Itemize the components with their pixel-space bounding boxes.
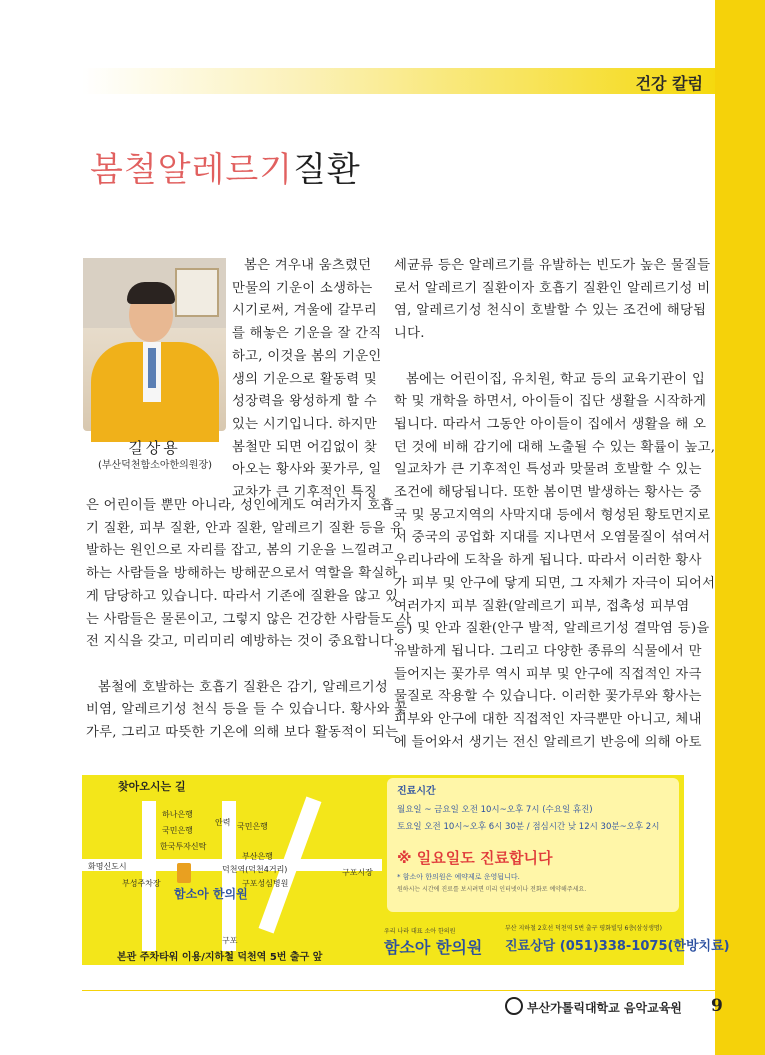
clinic-advertisement: [82, 775, 730, 965]
map-label: 구포: [222, 936, 238, 945]
map-label: 국민은행: [162, 826, 193, 835]
article-title: [90, 142, 361, 191]
hours-title: 진료시간: [397, 786, 436, 797]
text-line: 하고, 이것을 봄의 기운인: [232, 348, 382, 364]
text-line: 됩니다. 따라서 그동안 아이들이 집에서 생활을 해 오: [394, 416, 707, 432]
map-label: 안력: [215, 818, 231, 827]
text-line: 에 들어와서 생기는 전신 알레르기 반응에 의해 아토: [394, 734, 702, 750]
text-line: 일교차가 큰 기후적인 특성과 맞물려 호발할 수 있는: [394, 462, 702, 478]
text-line: 학 및 개학을 하면서, 아이들이 집단 생활을 시작하게: [394, 394, 707, 410]
text-line: 로서 알레르기 질환이자 호흡기 질환인 알레르기성 비: [394, 280, 711, 296]
text-line: 조건에 해당됩니다. 또한 봄이면 발생하는 황사는 중: [394, 485, 702, 500]
clinic-name: 함소아 한의원: [384, 938, 483, 957]
map-label: 국민은행: [237, 822, 268, 831]
text-line: 가 피부 및 안구에 닿게 되면, 그 자체가 자극이 되어서: [394, 575, 716, 591]
author-role: (부산덕천함소아한의원장): [97, 460, 213, 471]
author-name: 길상용: [128, 439, 181, 457]
text-line: 는 사람들은 물론이고, 그렇지 않은 건강한 사람들도 사: [86, 611, 412, 627]
text-line: 봄철만 되면 어김없이 찾: [232, 439, 378, 455]
text-line: 아오는 황사와 꽃가루, 일: [232, 462, 382, 478]
text-line: 봄철에 호발하는 호흡기 질환은 감기, 알레르기성: [98, 679, 389, 695]
section-label: 건강 칼럼: [635, 74, 703, 93]
map-label: 구포시장: [342, 868, 373, 877]
text-line: 염, 알레르기성 천식이 호발할 수 있는 조건에 해당됩: [394, 303, 707, 319]
text-line: 생의 기운으로 활동력 및: [232, 371, 378, 387]
clinic-phone: 진료상담 (051)338-1075(한방치료): [505, 939, 730, 954]
text-line: 하는 사람들을 방해하는 방해꾼으로서 역할을 확실하: [86, 566, 398, 582]
map-label: 하나은행: [162, 810, 193, 819]
map-label: 화명신도시: [88, 862, 127, 871]
text-line: 전 지식을 갖고, 미리미리 예방하는 것이 중요합니다.: [86, 634, 399, 650]
text-line: 국 및 몽고지역의 사막지대 등에서 형성된 황토먼지로: [394, 507, 711, 523]
text-line: 를 해놓은 기운을 잘 간직: [232, 326, 382, 342]
parking-info: 본관 주차타워 이용/지하철 덕천역 5번 출구 앞: [117, 952, 323, 963]
clinic-pin-icon: [177, 863, 191, 883]
text-line: 던 것에 비해 감기에 대해 노출될 수 있는 확률이 높고,: [394, 439, 716, 455]
hours-box: [387, 778, 679, 912]
map-clinic-name: 함소아 한의원: [174, 887, 248, 901]
reservation-note: * 함소아 한의원은 예약제로 운영됩니다.: [397, 873, 520, 881]
hours-saturday: 토요일 오전 10시~오후 6시 30분 / 점심시간 낮 12시 30분~오후 2시: [397, 822, 660, 832]
map-label: 덕천역(덕천4거리): [222, 865, 288, 874]
text-line: 비염, 알레르기성 천식 등을 들 수 있습니다. 황사와 꽃: [86, 702, 408, 718]
text-line: 발하는 원인으로 자리를 잡고, 봄의 기운을 느낄려고: [86, 543, 394, 559]
clinic-address: 부산 지하철 2호선 덕천역 5번 출구 평화빌딩 6층(삼성생명): [505, 925, 662, 932]
text-line: 서 중국의 공업화 지대를 지나면서 오염물질이 섞여서: [394, 530, 711, 546]
footer-divider: [82, 990, 715, 991]
text-line: 유발하게 됩니다. 그리고 다양한 종류의 식물에서 만: [394, 643, 702, 659]
text-line: 니다.: [394, 326, 425, 342]
map-title: 찾아오시는 길: [118, 780, 186, 793]
text-line: 우리나라에 도착을 하게 됩니다. 따라서 이러한 황사: [394, 553, 702, 569]
text-line: 봄에는 어린이집, 유치원, 학교 등의 교육기관이 입: [406, 371, 706, 387]
map-label: 한국투자신탁: [160, 842, 207, 851]
author-photo: [83, 258, 226, 431]
footer-school-name: 부산가톨릭대학교 음악교육원: [527, 1001, 682, 1015]
text-line: 봄은 겨우내 움츠렸던: [244, 258, 372, 273]
text-line: 시기로써, 겨울에 갈무리: [232, 303, 378, 319]
text-line: 성장력을 왕성하게 할 수: [232, 394, 378, 410]
title-part-2: 질환: [293, 150, 361, 190]
sunday-notice: ※ 일요일도 진료합니다: [397, 849, 553, 867]
text-line: 등) 및 안과 질환(안구 발적, 알레르기성 결막염 등)을: [394, 621, 710, 637]
text-line: 있는 시기입니다. 하지만: [232, 416, 378, 432]
hours-weekday: 월요일 ~ 금요일 오전 10시~오후 7시 (수요일 휴진): [397, 805, 593, 815]
title-part-1: 봄철알레르기: [90, 150, 294, 190]
text-line: 가루, 그리고 따뜻한 기온에 의해 보다 활동적이 되는: [86, 725, 399, 740]
text-line: 세균류 등은 알레르기를 유발하는 빈도가 높은 물질들: [394, 258, 711, 273]
section-header: [82, 68, 715, 94]
reservation-note-2: 원하시는 시간에 진료를 보시려면 미리 인터넷이나 전화로 예약해주세요.: [397, 886, 587, 893]
text-line: 들어지는 꽃가루 역시 피부 및 안구에 직접적인 자극: [394, 666, 702, 682]
school-logo-icon: [505, 997, 523, 1015]
text-line: 물질로 작용할 수 있습니다. 이러한 꽃가루와 황사는: [394, 689, 702, 705]
text-line: 만물의 기운이 소생하는: [232, 280, 373, 296]
text-line: 게 담당하고 있습니다. 따라서 기존에 질환을 않고 있: [86, 588, 399, 604]
text-line: 기 질환, 피부 질환, 안과 질환, 알레르기 질환 등을 유: [86, 520, 404, 536]
map-label: 부산은행: [242, 852, 273, 861]
text-line: 피부와 안구에 대한 직접적인 자극뿐만 아니고, 체내: [394, 712, 702, 727]
side-accent-bar: [715, 0, 765, 1055]
clinic-tagline: 우리 나라 대표 소아 한의원: [384, 928, 456, 935]
text-line: 은 어린이들 뿐만 아니라, 성인에게도 여러가지 호흡: [86, 498, 394, 513]
text-line: 교차가 큰 기후적인 특징: [232, 485, 378, 500]
text-line: 여러가지 피부 질환(알레르기 피부, 접촉성 피부염: [394, 598, 690, 614]
map-label: 부성주차장: [122, 879, 161, 888]
page-number: 9: [711, 996, 723, 1016]
map-label: 구포성심병원: [242, 879, 289, 888]
